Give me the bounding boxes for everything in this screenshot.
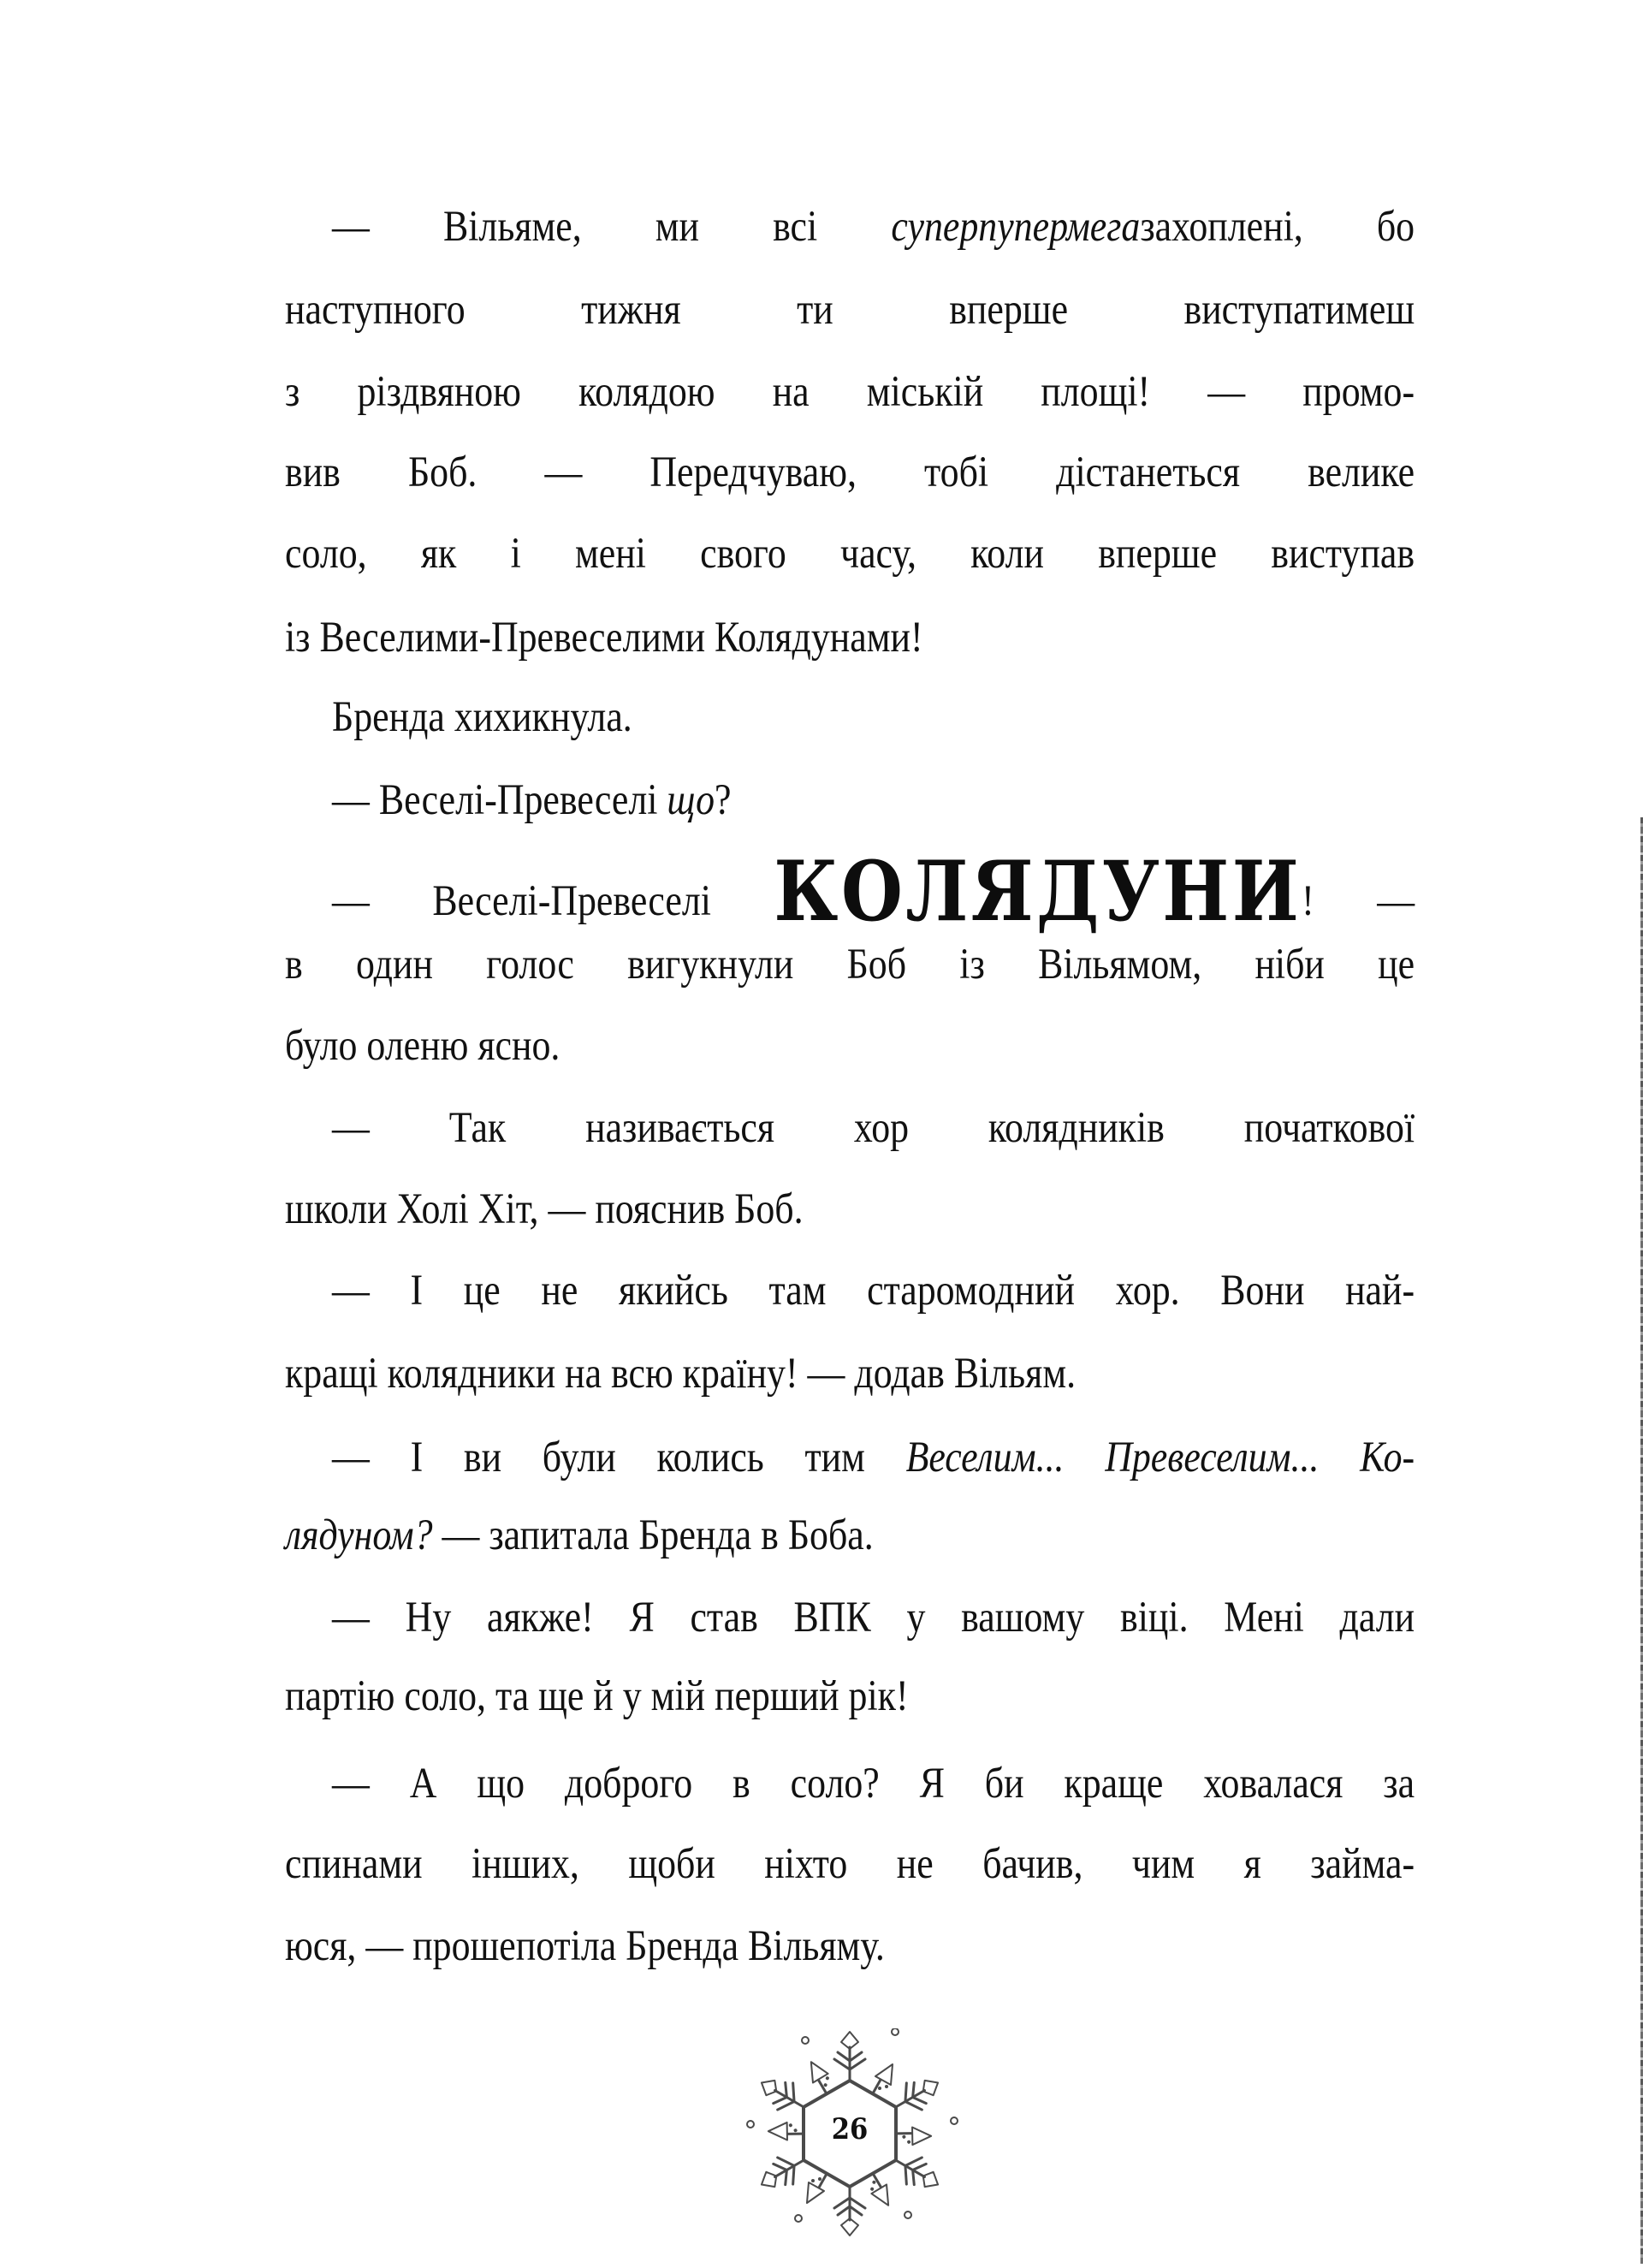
- text-line: [285, 276, 1415, 344]
- text-span: вив Боб. — Передчуваю, тобі дістанеться велике: [285, 448, 1415, 496]
- text-span: — Веселі-Превеселі: [332, 877, 774, 925]
- text-line: [285, 1912, 1256, 1980]
- text-span: ! —: [1302, 877, 1415, 925]
- text-span: школи Холі Хіт, — пояснив Боб.: [285, 1185, 804, 1233]
- text-line: [285, 1339, 1256, 1408]
- text-line: [285, 843, 1415, 940]
- text-span: соло, як і мені свого часу, коли вперше виступав: [285, 530, 1415, 578]
- italic-text: суперпупермега: [891, 203, 1141, 251]
- text-line: [285, 358, 1415, 426]
- text-line: [285, 930, 1415, 999]
- text-line: [285, 520, 1415, 588]
- text-line: [285, 1094, 1415, 1162]
- text-span: з різдвяною колядою на міській площі! — промо-: [285, 368, 1415, 416]
- text-span: партію соло, та ще й у мій перший рік!: [285, 1672, 909, 1720]
- italic-text: що: [667, 776, 715, 824]
- text-span: — запитала Бренда в Боба.: [432, 1511, 874, 1559]
- text-span: із Веселими-Превеселими Колядунами!: [285, 614, 923, 662]
- text-span: захоплені, бо: [1140, 203, 1415, 251]
- text-span: наступного тижня ти вперше виступатимеш: [285, 286, 1415, 334]
- text-line: [285, 1256, 1415, 1325]
- text-span: — І ви були колись тим: [332, 1434, 906, 1481]
- text-line: [285, 1830, 1415, 1898]
- page-number: 26: [831, 2112, 869, 2146]
- text-span: — І це не якийсь там старомодний хор. Вони най-: [332, 1267, 1415, 1315]
- text-span: — Вільяме, ми всі: [332, 203, 892, 251]
- italic-text: лядуном?: [285, 1511, 433, 1559]
- text-span: — А що доброго в соло? Я би краще ховалася за: [332, 1760, 1415, 1808]
- text-line: [285, 766, 1256, 834]
- text-line: [285, 603, 1256, 672]
- italic-text: Веселим... Превеселим... Ко-: [905, 1434, 1415, 1481]
- text-span: ?: [714, 776, 732, 824]
- text-line: [285, 1501, 1256, 1570]
- text-span: — Ну аякже! Я став ВПК у вашому віці. Мені дали: [332, 1594, 1415, 1642]
- page-number-ornament: [738, 2028, 961, 2259]
- text-span: було оленю ясно.: [285, 1022, 561, 1070]
- text-line: [285, 193, 1415, 261]
- text-span: Бренда хихикнула.: [332, 693, 632, 741]
- text-line: [285, 1423, 1415, 1492]
- text-line: [285, 683, 1256, 751]
- text-span: кращі колядники на всю країну! — додав Вільям.: [285, 1350, 1077, 1398]
- text-line: [285, 1749, 1415, 1818]
- text-line: [285, 1175, 1256, 1244]
- text-line: [285, 1583, 1415, 1652]
- body-text: [285, 0, 1415, 2054]
- text-span: спинами інших, щоби ніхто не бачив, чим я займа-: [285, 1840, 1415, 1888]
- text-span: юся, — прошепотіла Бренда Вільяму.: [285, 1922, 885, 1970]
- text-line: [285, 1012, 1256, 1080]
- text-line: [285, 1662, 1256, 1731]
- text-line: [285, 438, 1415, 507]
- text-span: — Веселі-Превеселі: [332, 776, 667, 824]
- decorative-word: КОЛЯДУНИ: [774, 843, 1302, 940]
- text-span: — Так називається хор колядників початкової: [332, 1104, 1415, 1152]
- text-span: в один голос вигукнули Боб із Вільямом, ніби це: [285, 941, 1415, 989]
